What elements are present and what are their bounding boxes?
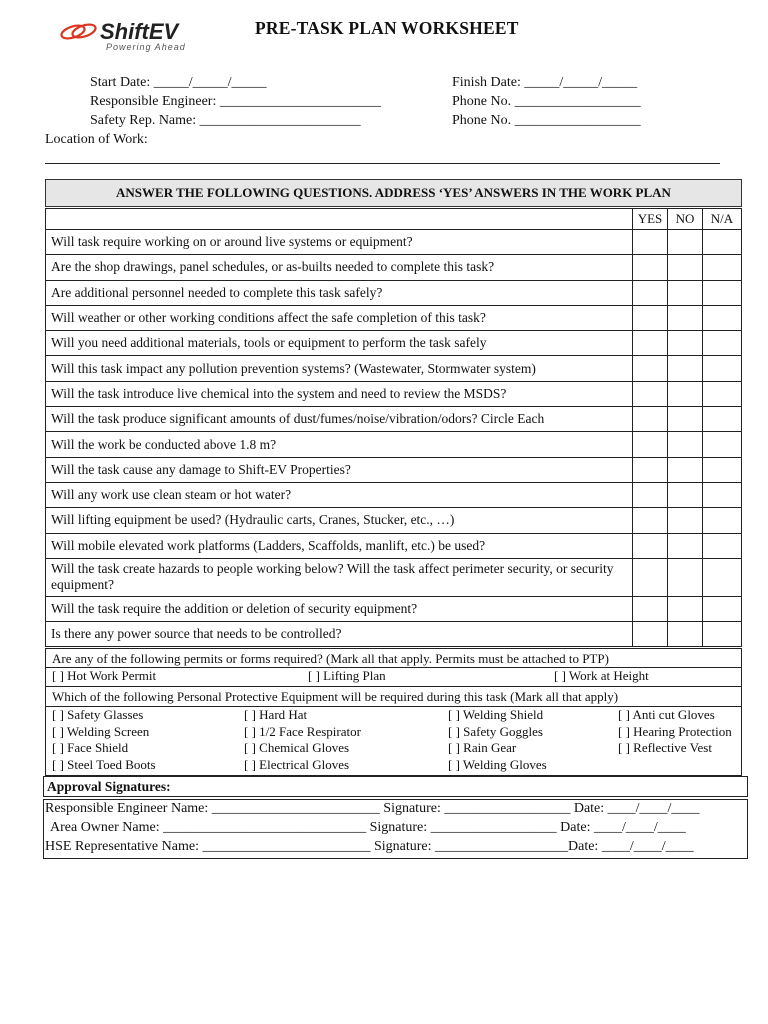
no-answer-cell[interactable] bbox=[668, 508, 703, 533]
yes-answer-cell[interactable] bbox=[633, 305, 668, 330]
yes-column-header: YES bbox=[633, 209, 668, 230]
questions-body bbox=[46, 230, 742, 647]
responsible-engineer-signature-row[interactable]: Responsible Engineer Name: ________________________ Signature: __________________ Date: ____/____/____ bbox=[45, 801, 700, 816]
questions-table bbox=[45, 208, 742, 647]
ppe-checkbox[interactable]: [ ] Electrical Gloves bbox=[244, 756, 350, 772]
yes-answer-cell[interactable] bbox=[633, 558, 668, 596]
question-text: Will the task introduce live chemical into the system and need to review the MSDS? bbox=[46, 381, 633, 406]
instruction-banner: ANSWER THE FOLLOWING QUESTIONS. ADDRESS ‘YES’ ANSWERS IN THE WORK PLAN bbox=[45, 179, 742, 207]
question-row bbox=[46, 508, 742, 533]
no-answer-cell[interactable] bbox=[668, 381, 703, 406]
na-answer-cell[interactable] bbox=[703, 305, 742, 330]
no-answer-cell[interactable] bbox=[668, 622, 703, 647]
hse-representative-signature-row[interactable]: HSE Representative Name: ________________________ Signature: ___________________Date: ____/____/____ bbox=[45, 839, 694, 854]
yes-answer-cell[interactable] bbox=[633, 432, 668, 457]
logo-tagline: Powering Ahead bbox=[106, 42, 186, 52]
question-text: Will weather or other working conditions affect the safe completion of this task? bbox=[46, 305, 633, 330]
question-row bbox=[46, 457, 742, 482]
no-answer-cell[interactable] bbox=[668, 596, 703, 621]
question-row bbox=[46, 622, 742, 647]
location-of-work-line[interactable] bbox=[45, 163, 720, 164]
no-answer-cell[interactable] bbox=[668, 331, 703, 356]
question-row bbox=[46, 255, 742, 280]
ppe-question: Which of the following Personal Protective Equipment will be required during this task (Mark all that apply) bbox=[52, 689, 619, 704]
question-text: Will task require working on or around live systems or equipment? bbox=[46, 230, 633, 255]
no-column-header: NO bbox=[668, 209, 703, 230]
company-logo bbox=[58, 18, 218, 52]
ppe-checkbox[interactable]: [ ] 1/2 Face Respirator bbox=[244, 723, 361, 739]
yes-answer-cell[interactable] bbox=[633, 356, 668, 381]
na-answer-cell[interactable] bbox=[703, 407, 742, 432]
question-text: Are the shop drawings, panel schedules, or as-builts needed to complete this task? bbox=[46, 255, 633, 280]
yes-answer-cell[interactable] bbox=[633, 230, 668, 255]
yes-answer-cell[interactable] bbox=[633, 381, 668, 406]
na-answer-cell[interactable] bbox=[703, 622, 742, 647]
question-row bbox=[46, 305, 742, 330]
approval-heading: Approval Signatures: bbox=[43, 776, 748, 797]
ppe-checkbox[interactable]: [ ] Welding Shield bbox=[448, 707, 544, 722]
work-at-height-checkbox[interactable]: [ ] Work at Height bbox=[554, 668, 649, 683]
na-answer-cell[interactable] bbox=[703, 508, 742, 533]
yes-answer-cell[interactable] bbox=[633, 331, 668, 356]
signature-box bbox=[43, 799, 748, 859]
yes-answer-cell[interactable] bbox=[633, 622, 668, 647]
hot-work-permit-checkbox[interactable]: [ ] Hot Work Permit bbox=[52, 668, 157, 683]
engineer-phone-field[interactable]: Phone No. __________________ bbox=[452, 94, 641, 109]
question-row bbox=[46, 558, 742, 596]
no-answer-cell[interactable] bbox=[668, 457, 703, 482]
na-answer-cell[interactable] bbox=[703, 230, 742, 255]
ppe-checkbox[interactable]: [ ] Steel Toed Boots bbox=[52, 756, 156, 772]
question-row bbox=[46, 596, 742, 621]
question-text: Will the task cause any damage to Shift-EV Properties? bbox=[46, 457, 633, 482]
safety-rep-field[interactable]: Safety Rep. Name: _______________________ bbox=[90, 113, 361, 128]
na-answer-cell[interactable] bbox=[703, 356, 742, 381]
question-text: Will the task require the addition or deletion of security equipment? bbox=[46, 596, 633, 621]
safety-rep-phone-field[interactable]: Phone No. __________________ bbox=[452, 113, 641, 128]
ppe-checkbox[interactable]: [ ] Safety Glasses bbox=[52, 707, 144, 722]
ppe-checkbox[interactable]: [ ] Anti cut Gloves bbox=[618, 707, 715, 722]
question-row bbox=[46, 407, 742, 432]
no-answer-cell[interactable] bbox=[668, 432, 703, 457]
question-row bbox=[46, 482, 742, 507]
question-text: Are additional personnel needed to complete this task safely? bbox=[46, 280, 633, 305]
question-text: Is there any power source that needs to be controlled? bbox=[46, 622, 633, 647]
yes-answer-cell[interactable] bbox=[633, 482, 668, 507]
ppe-checkbox[interactable]: [ ] Hearing Protection bbox=[618, 723, 732, 739]
yes-answer-cell[interactable] bbox=[633, 508, 668, 533]
permits-question-row bbox=[45, 648, 742, 668]
no-answer-cell[interactable] bbox=[668, 280, 703, 305]
no-answer-cell[interactable] bbox=[668, 533, 703, 558]
question-row bbox=[46, 533, 742, 558]
na-answer-cell[interactable] bbox=[703, 255, 742, 280]
responsible-engineer-field[interactable]: Responsible Engineer: _______________________ bbox=[90, 94, 381, 109]
question-text: Will lifting equipment be used? (Hydraulic carts, Cranes, Stucker, etc., …) bbox=[46, 508, 633, 533]
na-answer-cell[interactable] bbox=[703, 381, 742, 406]
ppe-checkbox[interactable]: [ ] Face Shield bbox=[52, 740, 129, 755]
question-text: Will you need additional materials, tools or equipment to perform the task safely bbox=[46, 331, 633, 356]
yes-answer-cell[interactable] bbox=[633, 533, 668, 558]
ppe-checkbox[interactable]: [ ] Welding Gloves bbox=[448, 756, 547, 772]
ppe-checkbox[interactable]: [ ] Hard Hat bbox=[244, 707, 308, 722]
na-answer-cell[interactable] bbox=[703, 596, 742, 621]
area-owner-signature-row[interactable]: Area Owner Name: _____________________________ Signature: __________________ Date: ____/____/____ bbox=[50, 820, 686, 835]
no-answer-cell[interactable] bbox=[668, 407, 703, 432]
no-answer-cell[interactable] bbox=[668, 305, 703, 330]
question-text: Will the task produce significant amounts of dust/fumes/noise/vibration/odors? Circle Each bbox=[46, 407, 633, 432]
table-header-row bbox=[46, 209, 742, 230]
na-answer-cell[interactable] bbox=[703, 280, 742, 305]
yes-answer-cell[interactable] bbox=[633, 596, 668, 621]
na-column-header: N/A bbox=[703, 209, 742, 230]
ppe-checkbox[interactable]: [ ] Reflective Vest bbox=[618, 740, 712, 755]
na-answer-cell[interactable] bbox=[703, 457, 742, 482]
question-row bbox=[46, 381, 742, 406]
lifting-plan-checkbox[interactable]: [ ] Lifting Plan bbox=[308, 668, 386, 683]
na-answer-cell[interactable] bbox=[703, 331, 742, 356]
question-row bbox=[46, 331, 742, 356]
question-text: Will the work be conducted above 1.8 m? bbox=[46, 432, 633, 457]
question-row bbox=[46, 280, 742, 305]
ppe-checkbox[interactable]: [ ] Chemical Gloves bbox=[244, 740, 350, 755]
start-date-field[interactable]: Start Date: _____/_____/_____ bbox=[90, 75, 267, 90]
question-row bbox=[46, 230, 742, 255]
yes-answer-cell[interactable] bbox=[633, 280, 668, 305]
no-answer-cell[interactable] bbox=[668, 255, 703, 280]
ppe-options-grid bbox=[45, 706, 742, 776]
na-answer-cell[interactable] bbox=[703, 432, 742, 457]
location-label: Location of Work: bbox=[45, 132, 148, 147]
permits-question: Are any of the following permits or forms required? (Mark all that apply. Permits must be attached to PTP) bbox=[52, 651, 609, 666]
finish-date-field[interactable]: Finish Date: _____/_____/_____ bbox=[452, 75, 638, 90]
question-text: Will this task impact any pollution prevention systems? (Wastewater, Stormwater system) bbox=[46, 356, 633, 381]
yes-answer-cell[interactable] bbox=[633, 255, 668, 280]
question-text: Will any work use clean steam or hot water? bbox=[46, 482, 633, 507]
no-answer-cell[interactable] bbox=[668, 482, 703, 507]
yes-answer-cell[interactable] bbox=[633, 407, 668, 432]
question-row bbox=[46, 356, 742, 381]
no-answer-cell[interactable] bbox=[668, 356, 703, 381]
question-row bbox=[46, 432, 742, 457]
permits-options-row bbox=[45, 667, 742, 687]
question-column-header bbox=[46, 209, 633, 230]
ppe-checkbox[interactable]: [ ] Welding Screen bbox=[52, 723, 150, 739]
na-answer-cell[interactable] bbox=[703, 558, 742, 596]
na-answer-cell[interactable] bbox=[703, 533, 742, 558]
ppe-checkbox[interactable]: [ ] Safety Goggles bbox=[448, 723, 543, 739]
question-text: Will mobile elevated work platforms (Ladders, Scaffolds, manlift, etc.) be used? bbox=[46, 533, 633, 558]
na-answer-cell[interactable] bbox=[703, 482, 742, 507]
page-title: PRE-TASK PLAN WORKSHEET bbox=[255, 18, 519, 38]
no-answer-cell[interactable] bbox=[668, 558, 703, 596]
logo-wordmark: ShiftEV bbox=[100, 19, 179, 44]
ppe-question-row bbox=[45, 687, 742, 707]
no-answer-cell[interactable] bbox=[668, 230, 703, 255]
yes-answer-cell[interactable] bbox=[633, 457, 668, 482]
ppe-checkbox[interactable]: [ ] Rain Gear bbox=[448, 740, 517, 755]
question-text: Will the task create hazards to people working below? Will the task affect perimeter security, or security equipment? bbox=[46, 558, 633, 596]
